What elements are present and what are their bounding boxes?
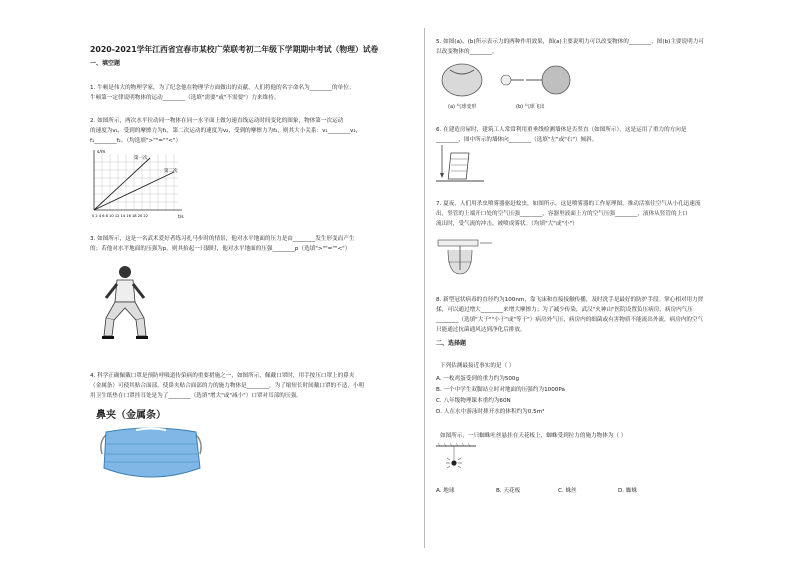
q10-option-c: C. 蛛丝 [558, 488, 577, 494]
q4-line2: （金属条）可使其贴合面部，使鼻夹贴合面部的力的施力物体是________，为了缩短长时间戴口罩的不适，小明 [90, 383, 365, 389]
section-fill-heading: 一、填空题 [90, 60, 121, 67]
q3-line1: 3. 如图所示，这是一名武术爱好者练习扎马步时的情景，他对水平地面的压力是由________发生形变而产生 [90, 236, 355, 242]
plumb-line-figure [436, 143, 486, 185]
q8-line4: 只能通过抗菌通风达到净化后排放。 [436, 327, 526, 333]
q6-line1: 6. 在建造房屋时，建筑工人常常利用重垂线检测墙体是否竖直（如图所示），这是运用了重力的方向是 [436, 127, 687, 133]
st-graph [90, 146, 190, 222]
column-divider [424, 28, 425, 548]
graph-xticks: 0 2 4 6 8 10 12 14 16 18 20 22 [92, 214, 149, 218]
q5-line2: 以改变物体的________。 [436, 49, 498, 55]
q9-option-a: A. 一枚鸡蛋受到的重力约为500g [436, 376, 520, 382]
q2-line1: 2. 如图所示，两次水平拉动同一物体在同一水平面上做匀速直线运动时间变化的图象，物体第一次运动 [90, 118, 344, 124]
q9-option-b: B. 一个中学生双脚站立时对地面的压强约为1000Pa [436, 387, 565, 393]
q9-option-c: C. 八年级物理课本重约为60N [436, 398, 511, 404]
q7-line3: 流出时，受气流的冲击，被喷成雾状。（均填"大"或"小"） [436, 221, 578, 227]
q10-stem: 如图所示，一只蜘蛛吐丝悬挂在天花板上，蜘蛛受到拉力的施力物体为（ ） [440, 433, 627, 439]
graph-label-second: 第二次 [164, 169, 178, 174]
q1-line2: 牛顿第一定律说明物体的运动________（选填"需要"或"不需要"）力来维持。 [90, 95, 280, 101]
q6-line2: ________，图中所示的墙体向________（选填"左"或"右"）倾斜。 [436, 137, 598, 143]
q4-line3: 用卫生纸垫在口罩挂耳处是为了________（选填"增大"或"减小"）口罩对耳部的压强。 [90, 393, 302, 399]
graph-xlabel: t/s [178, 215, 184, 220]
q9-option-d: D. 人在水中游泳时排开水的体积约为0.5m³ [436, 409, 545, 415]
page-title: 2020-2021学年江西省宜春市某校广荣联考初二年级下学期期中考试（物理）试卷 [90, 45, 379, 54]
q9-stem: 下列估测最接近事实的是（ ） [440, 363, 515, 369]
balloon-figures [440, 58, 590, 102]
spider-figure [436, 442, 476, 472]
q2-line3: f₁________f₂。（均选填">""=""<"） [90, 138, 182, 144]
q10-option-d: D. 蜘蛛 [618, 488, 638, 494]
caption-b: (b) 气球飞出 [516, 104, 545, 110]
q10-option-b: B. 天花板 [496, 488, 521, 494]
q8-line2: 揉，可以通过增大________来增大摩擦力；为了减少传染，武汉"火神山"医院设置负压病房，病房内气压 [436, 307, 693, 313]
graph-ylabel: s/m [97, 150, 106, 155]
q7-line2: 出，竖管的上端开口处的空气压强________，容器里液面上方的空气压强________，液体从竖管的上口 [436, 211, 688, 217]
caption-a: (a) 气球变形 [448, 104, 477, 110]
face-mask-figure [96, 424, 206, 488]
q8-line1: 8. 新型冠状病毒的直径约为100nm，靠飞沫和直接接触传播，及时洗手是最好的防护手段。掌心相对用力搓 [436, 297, 704, 303]
q7-line1: 7. 夏夜，人们用杀虫喷雾器驱赶蚊虫，如图所示，这是喷雾器的工作原理图，推动活塞往空气从小孔迅速流 [436, 201, 701, 207]
q5-line1: 5. 如图(a)、(b)所示表示力的两种作用效果，图(a)主要说明力可以改变物体的________，图(b)主要说明力可 [436, 39, 704, 45]
q10-option-a: A. 地球 [436, 488, 455, 494]
sprayer-figure [436, 230, 496, 278]
graph-label-first: 第一次 [134, 156, 148, 161]
q3-line2: 的；若他对水平地面的压强为p，则其抬起一只脚时，他对水平地面的压强________p（选填">""=""<"） [90, 246, 351, 252]
q8-line3: ________（选填"大于""小于"或"等于"）病房外气压，病房内的细菌或有害物质不能流出外流，病房内的空气 [436, 317, 704, 323]
q1-line1: 1. 牛顿是伟大的物理学家，为了纪念他在物理学方面做出的贡献，人们将他的名字命名为________的单位； [90, 85, 355, 91]
martial-artist-figure [100, 262, 150, 342]
q4-line1: 4. 科学正确佩戴口罩是预防呼吸道传染病的重要措施之一，如图所示，佩戴口罩时，用手按压口罩上的鼻夹 [90, 373, 355, 379]
mask-label: 鼻夹（金属条） [96, 410, 166, 421]
q2-line2: 的速度为v₁，受到的摩擦力为f₁，第二次运动的速度为v₂，受到的摩擦力为f₂，则其大小关系：v₁________v₂， [90, 128, 362, 134]
section-choice-heading: 二、选择题 [436, 340, 467, 347]
